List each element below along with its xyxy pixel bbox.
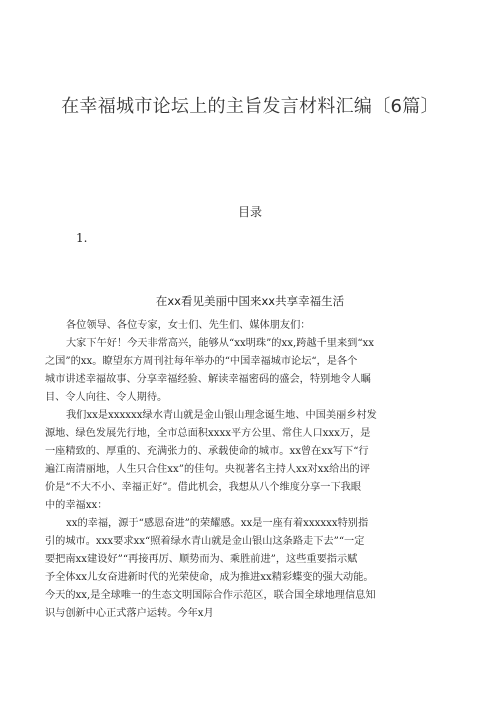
body-line: 各位领导、各位专家，女士们、先生们、媒体朋友们： bbox=[66, 320, 311, 331]
body-line: 一座精致的、厚重的、充满张力的、承载使命的城市。xx曾在xx写下“行 bbox=[45, 446, 369, 457]
body-line: 遍江南清丽地，人生只合住xx”的佳句。央视著名主持人xx对xx给出的评 bbox=[45, 464, 370, 475]
body-line: 我们xx是xxxxxx绿水青山就是金山银山理念诞生地、中国美丽乡村发 bbox=[66, 410, 377, 421]
article-title: 在xx看见美丽中国来xx共享幸福生活 bbox=[155, 294, 345, 308]
body-line: 今天的xx,是全球唯一的生态文明国际合作示范区，联合国全球地理信息知 bbox=[45, 590, 376, 601]
body-line: 源地、绿色发展先行地，全市总面积xxxx平方公里、常住人口xxx万，是 bbox=[45, 428, 371, 439]
body-line: 大家下午好！今天非常高兴，能够从“xx明珠”的xx,跨越千里来到“xx bbox=[66, 338, 375, 349]
toc-item[interactable]: 1. bbox=[76, 231, 88, 245]
body-line: 城市讲述幸福故事、分享幸福经验、解读幸福密码的盛会，特别地令人瞩 bbox=[45, 374, 371, 385]
document-title: 在幸福城市论坛上的主旨发言材料汇编〔6篇〕 bbox=[61, 96, 439, 117]
toc-heading: 目录 bbox=[237, 205, 262, 219]
body-line: 要把南xx建设好”“再接再厉、顺势而为、乘胜前进”，这些重要指示赋 bbox=[45, 554, 358, 565]
body-line: 中的幸福xx： bbox=[45, 500, 108, 511]
body-line: 价是“不大不小、幸福正好”。借此机会，我想从八个维度分享一下我眼 bbox=[45, 482, 362, 493]
body-line: 予全体xx儿女奋进新时代的光荣使命，成为推进xx精彩蝶变的强大动能。 bbox=[45, 572, 374, 583]
article-body bbox=[45, 317, 465, 623]
body-line: 目、令人向往、令人期待。 bbox=[45, 392, 168, 403]
body-line: 之国”的xx。瞭望东方周刊社每年举办的“中国幸福城市论坛“，是各个 bbox=[45, 356, 358, 367]
body-line: 识与创新中心正式落户运转。今年x月 bbox=[45, 608, 214, 619]
body-line: 引的城市。xxx要求xx“照着绿水青山就是金山银山这条路走下去”“一定 bbox=[45, 536, 365, 547]
body-line: xx的幸福，源于“感恩奋进”的荣耀感。xx是一座有着xxxxxx特别指 bbox=[66, 518, 369, 529]
